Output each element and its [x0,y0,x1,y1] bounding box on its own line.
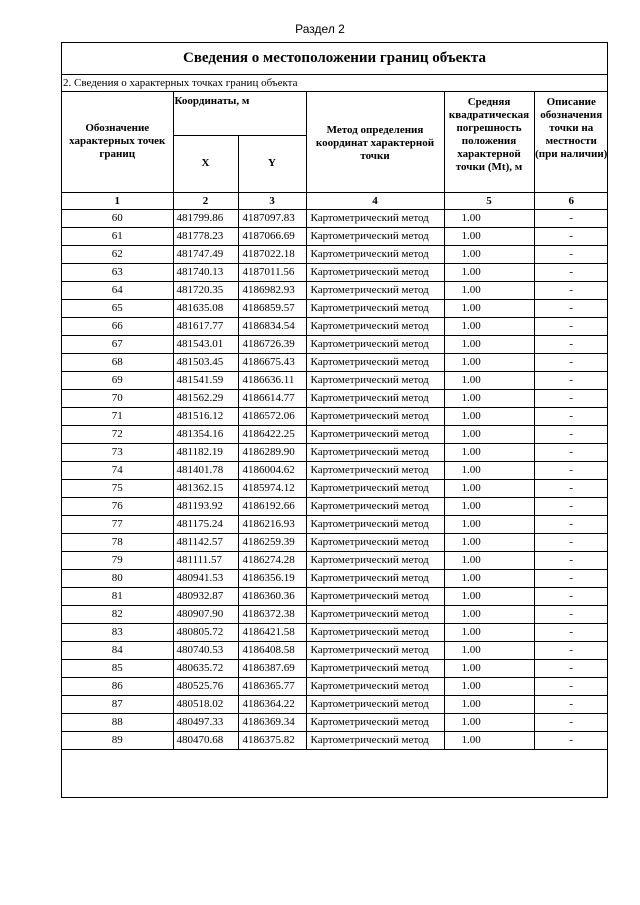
point-id-cell: 70 [62,389,173,407]
method-cell: Картометрический метод [306,263,444,281]
column-number: 2 [173,192,238,209]
description-cell: - [534,461,608,479]
description-cell: - [534,515,608,533]
description-cell: - [534,353,608,371]
error-cell: 1.00 [444,605,534,623]
table-row [62,659,608,677]
point-id-cell: 79 [62,551,173,569]
table-row [62,407,608,425]
table-row [62,335,608,353]
coord-y-cell: 4186369.34 [238,713,306,731]
method-cell: Картометрический метод [306,299,444,317]
coord-y-cell: 4186356.19 [238,569,306,587]
error-cell: 1.00 [444,533,534,551]
coord-y-cell: 4186859.57 [238,299,306,317]
coord-y-cell: 4186636.11 [238,371,306,389]
header-y: Y [238,135,306,192]
point-id-cell: 87 [62,695,173,713]
description-cell: - [534,335,608,353]
point-id-cell: 86 [62,677,173,695]
coord-x-cell: 481503.45 [173,353,238,371]
method-cell: Картометрический метод [306,551,444,569]
coord-y-cell: 4186365.77 [238,677,306,695]
description-cell: - [534,641,608,659]
method-cell: Картометрический метод [306,479,444,497]
error-cell: 1.00 [444,425,534,443]
table-row [62,281,608,299]
table-row [62,389,608,407]
error-cell: 1.00 [444,335,534,353]
point-id-cell: 66 [62,317,173,335]
table-row [62,695,608,713]
method-cell: Картометрический метод [306,335,444,353]
coord-y-cell: 4186216.93 [238,515,306,533]
table-row [62,425,608,443]
column-number: 1 [62,192,173,209]
error-cell: 1.00 [444,299,534,317]
method-cell: Картометрический метод [306,461,444,479]
description-cell: - [534,263,608,281]
point-id-cell: 68 [62,353,173,371]
table-row [62,731,608,749]
column-number: 6 [534,192,608,209]
description-cell: - [534,677,608,695]
method-cell: Картометрический метод [306,731,444,749]
coord-y-cell: 4186004.62 [238,461,306,479]
point-id-cell: 82 [62,605,173,623]
error-cell: 1.00 [444,587,534,605]
coord-y-cell: 4186372.38 [238,605,306,623]
header-description: Описание обозначения точки на местности (при наличии) [534,92,608,192]
error-cell: 1.00 [444,479,534,497]
method-cell: Картометрический метод [306,371,444,389]
coord-x-cell: 480470.68 [173,731,238,749]
method-cell: Картометрический метод [306,245,444,263]
coord-y-cell: 4186982.93 [238,281,306,299]
method-cell: Картометрический метод [306,389,444,407]
description-cell: - [534,605,608,623]
method-cell: Картометрический метод [306,407,444,425]
coord-y-cell: 4186614.77 [238,389,306,407]
point-id-cell: 73 [62,443,173,461]
coord-x-cell: 480805.72 [173,623,238,641]
method-cell: Картометрический метод [306,623,444,641]
coord-y-cell: 4186675.43 [238,353,306,371]
coord-x-cell: 480635.72 [173,659,238,677]
coord-y-cell: 4187066.69 [238,227,306,245]
point-id-cell: 80 [62,569,173,587]
method-cell: Картометрический метод [306,497,444,515]
point-id-cell: 84 [62,641,173,659]
error-cell: 1.00 [444,695,534,713]
description-cell: - [534,713,608,731]
coord-x-cell: 480941.53 [173,569,238,587]
coord-y-cell: 4186259.39 [238,533,306,551]
point-id-cell: 81 [62,587,173,605]
table-row [62,263,608,281]
point-id-cell: 67 [62,335,173,353]
coord-x-cell: 481617.77 [173,317,238,335]
point-id-cell: 63 [62,263,173,281]
coord-x-cell: 480497.33 [173,713,238,731]
coord-x-cell: 481175.24 [173,515,238,533]
table-row [62,641,608,659]
table-row [62,605,608,623]
column-number: 4 [306,192,444,209]
coord-y-cell: 4186364.22 [238,695,306,713]
point-id-cell: 77 [62,515,173,533]
table-row [62,587,608,605]
error-cell: 1.00 [444,245,534,263]
point-id-cell: 72 [62,425,173,443]
error-cell: 1.00 [444,371,534,389]
method-cell: Картометрический метод [306,641,444,659]
method-cell: Картометрический метод [306,587,444,605]
error-cell: 1.00 [444,515,534,533]
point-id-cell: 60 [62,209,173,227]
error-cell: 1.00 [444,461,534,479]
description-cell: - [534,371,608,389]
error-cell: 1.00 [444,281,534,299]
header-designation: Обозначение характерных точек границ [62,92,173,192]
page-title: Сведения о местоположении границ объекта [62,43,607,75]
coord-x-cell: 481401.78 [173,461,238,479]
error-cell: 1.00 [444,731,534,749]
description-cell: - [534,695,608,713]
method-cell: Картометрический метод [306,317,444,335]
error-cell: 1.00 [444,623,534,641]
method-cell: Картометрический метод [306,443,444,461]
point-id-cell: 64 [62,281,173,299]
description-cell: - [534,389,608,407]
point-id-cell: 76 [62,497,173,515]
description-cell: - [534,587,608,605]
description-cell: - [534,479,608,497]
description-cell: - [534,533,608,551]
point-id-cell: 88 [62,713,173,731]
description-cell: - [534,497,608,515]
method-cell: Картометрический метод [306,281,444,299]
table-row [62,299,608,317]
column-number: 3 [238,192,306,209]
coord-x-cell: 480740.53 [173,641,238,659]
error-cell: 1.00 [444,353,534,371]
coord-x-cell: 481562.29 [173,389,238,407]
coord-y-cell: 4187022.18 [238,245,306,263]
table-row [62,677,608,695]
header-error: Средняя квадратическая погрешность положения характерной точки (Mt), м [444,92,534,192]
coord-y-cell: 4186421.58 [238,623,306,641]
coord-x-cell: 480907.90 [173,605,238,623]
table-row [62,497,608,515]
error-cell: 1.00 [444,443,534,461]
description-cell: - [534,209,608,227]
coord-x-cell: 481747.49 [173,245,238,263]
coord-y-cell: 4187097.83 [238,209,306,227]
coord-y-cell: 4186408.58 [238,641,306,659]
method-cell: Картометрический метод [306,425,444,443]
coord-y-cell: 4186192.66 [238,497,306,515]
coord-y-cell: 4186387.69 [238,659,306,677]
column-number: 5 [444,192,534,209]
method-cell: Картометрический метод [306,569,444,587]
point-id-cell: 62 [62,245,173,263]
coord-y-cell: 4186360.36 [238,587,306,605]
description-cell: - [534,281,608,299]
point-id-cell: 61 [62,227,173,245]
description-cell: - [534,299,608,317]
coord-x-cell: 481111.57 [173,551,238,569]
description-cell: - [534,623,608,641]
description-cell: - [534,731,608,749]
error-cell: 1.00 [444,209,534,227]
subsection-title: 2. Сведения о характерных точках границ объекта [62,75,607,92]
boundary-points-table [62,92,608,750]
header-coordinates: Координаты, м [173,92,306,135]
coord-x-cell: 480932.87 [173,587,238,605]
coord-x-cell: 481799.86 [173,209,238,227]
error-cell: 1.00 [444,677,534,695]
error-cell: 1.00 [444,569,534,587]
description-cell: - [534,425,608,443]
point-id-cell: 89 [62,731,173,749]
coord-y-cell: 4187011.56 [238,263,306,281]
point-id-cell: 85 [62,659,173,677]
coord-x-cell: 481354.16 [173,425,238,443]
coord-y-cell: 4186274.28 [238,551,306,569]
description-cell: - [534,659,608,677]
coord-x-cell: 481362.15 [173,479,238,497]
coord-y-cell: 4186289.90 [238,443,306,461]
error-cell: 1.00 [444,227,534,245]
table-row [62,353,608,371]
error-cell: 1.00 [444,263,534,281]
method-cell: Картометрический метод [306,353,444,371]
table-row [62,623,608,641]
method-cell: Картометрический метод [306,677,444,695]
header-x: X [173,135,238,192]
table-row [62,713,608,731]
table-row [62,569,608,587]
method-cell: Картометрический метод [306,695,444,713]
header-method: Метод определения координат характерной точки [306,92,444,192]
point-id-cell: 65 [62,299,173,317]
coord-x-cell: 480525.76 [173,677,238,695]
point-id-cell: 75 [62,479,173,497]
description-cell: - [534,245,608,263]
error-cell: 1.00 [444,551,534,569]
coord-y-cell: 4186726.39 [238,335,306,353]
table-row [62,209,608,227]
coord-x-cell: 481778.23 [173,227,238,245]
error-cell: 1.00 [444,317,534,335]
method-cell: Картометрический метод [306,533,444,551]
coord-x-cell: 481193.92 [173,497,238,515]
point-id-cell: 71 [62,407,173,425]
coord-y-cell: 4186375.82 [238,731,306,749]
error-cell: 1.00 [444,659,534,677]
coord-y-cell: 4186422.25 [238,425,306,443]
section-label: Раздел 2 [295,22,345,36]
coord-y-cell: 4186572.06 [238,407,306,425]
table-row [62,515,608,533]
table-row [62,245,608,263]
table-row [62,479,608,497]
method-cell: Картометрический метод [306,209,444,227]
table-body [62,209,608,749]
description-cell: - [534,569,608,587]
error-cell: 1.00 [444,497,534,515]
method-cell: Картометрический метод [306,227,444,245]
point-id-cell: 74 [62,461,173,479]
coord-x-cell: 480518.02 [173,695,238,713]
column-number-row [62,192,608,209]
coord-x-cell: 481543.01 [173,335,238,353]
description-cell: - [534,443,608,461]
coord-x-cell: 481740.13 [173,263,238,281]
table-row [62,317,608,335]
coord-x-cell: 481635.08 [173,299,238,317]
table-row [62,461,608,479]
point-id-cell: 69 [62,371,173,389]
error-cell: 1.00 [444,641,534,659]
coord-y-cell: 4186834.54 [238,317,306,335]
description-cell: - [534,407,608,425]
table-row [62,443,608,461]
coord-x-cell: 481516.12 [173,407,238,425]
table-row [62,371,608,389]
document-frame [61,42,608,798]
method-cell: Картометрический метод [306,605,444,623]
error-cell: 1.00 [444,389,534,407]
coord-y-cell: 4185974.12 [238,479,306,497]
description-cell: - [534,317,608,335]
error-cell: 1.00 [444,713,534,731]
description-cell: - [534,551,608,569]
coord-x-cell: 481142.57 [173,533,238,551]
description-cell: - [534,227,608,245]
point-id-cell: 78 [62,533,173,551]
error-cell: 1.00 [444,407,534,425]
coord-x-cell: 481720.35 [173,281,238,299]
table-row [62,227,608,245]
point-id-cell: 83 [62,623,173,641]
method-cell: Картометрический метод [306,713,444,731]
table-row [62,533,608,551]
table-row [62,551,608,569]
method-cell: Картометрический метод [306,659,444,677]
method-cell: Картометрический метод [306,515,444,533]
coord-x-cell: 481541.59 [173,371,238,389]
coord-x-cell: 481182.19 [173,443,238,461]
